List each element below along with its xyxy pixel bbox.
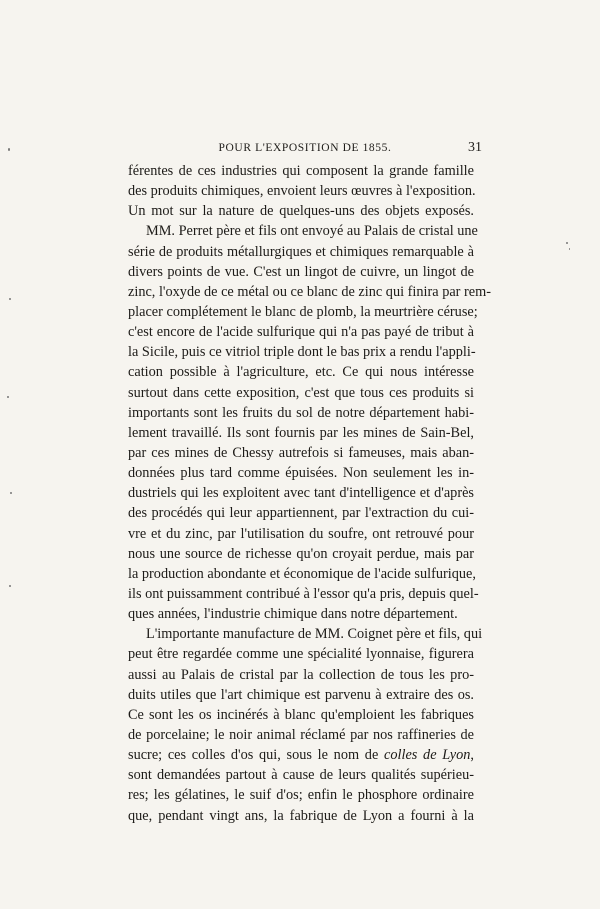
text-line-content: aussi au Palais de cristal par la collection de tous les pro- (128, 666, 474, 683)
text-line (128, 665, 474, 685)
scan-speck (569, 248, 570, 250)
text-line-content: vre et du zinc, par l'utilisation du soufre, ont retrouvé pour (128, 525, 474, 542)
text-line-content: la production abondante et économique de l'acide sulfurique, (128, 565, 476, 582)
text-line (128, 644, 474, 664)
text-line (128, 584, 479, 604)
text-line (128, 302, 478, 322)
text-line-content: MM. Perret père et fils ont envoyé au Palais de cristal une (146, 223, 478, 240)
text-line (128, 161, 474, 181)
text-line (128, 181, 474, 201)
text-line (128, 564, 474, 584)
page-number: 31 (468, 140, 482, 155)
scan-speck (566, 242, 568, 244)
text-line-content: série de produits métallurgiques et chimiques remarquable à (128, 243, 474, 260)
text-line-content: importants sont les fruits du sol de notre département habi- (128, 404, 474, 421)
text-line (128, 362, 474, 382)
text-line-content: la Sicile, puis ce vitriol triple dont le bas prix a rendu l'appli- (128, 344, 476, 361)
text-line-content: divers points de vue. C'est un lingot de cuivre, un lingot de (128, 263, 474, 280)
text-line (128, 785, 474, 805)
text-line (128, 806, 474, 826)
text-line (128, 322, 474, 342)
text-line-content: cation possible à l'agriculture, etc. Ce qui nous intéresse (128, 364, 474, 381)
text-line-content: c'est encore de l'acide sulfurique qui n'a pas payé de tribut à (128, 324, 474, 341)
scan-speck (7, 396, 9, 398)
text-line (128, 685, 474, 705)
text-line-content: par ces mines de Chessy autrefois si fameuses, mais aban- (128, 444, 474, 461)
text-line-content: res; les gélatines, le suif d'os; enfin le phosphore ordinaire (128, 787, 474, 804)
scan-speck (9, 298, 11, 300)
text-line-content: dustriels qui les exploitent avec tant d'intelligence et d'après (128, 485, 474, 502)
text-line-content: duits utiles que l'art chimique est parvenu à extraire des os. (128, 686, 474, 703)
text-line-content: Un mot sur la nature de quelques-uns des objets exposés. (128, 203, 474, 220)
text-line (128, 463, 474, 483)
text-line-content: ques années, l'industrie chimique dans notre département. (128, 606, 458, 623)
text-line (128, 765, 474, 785)
text-line-content: sucre; ces colles d'os qui, sous le nom de (128, 747, 384, 764)
scan-speck (10, 492, 12, 494)
body-text (128, 161, 492, 826)
text-line (128, 262, 474, 282)
text-line (128, 383, 474, 403)
text-line-content: données plus tard comme épuisées. Non seulement les in- (128, 465, 474, 482)
text-line (128, 725, 474, 745)
italic-term: colles de Lyon (384, 747, 471, 764)
text-line (128, 342, 474, 362)
text-line-content: férentes de ces industries qui composent la grande famille (128, 163, 474, 179)
text-line-content: surtout dans cette exposition, c'est que tous ces produits si (128, 384, 474, 401)
scan-speck (9, 585, 11, 587)
text-line (128, 624, 483, 644)
text-line-content: des produits chimiques, envoient leurs œuvres à l'exposition. (128, 183, 476, 200)
text-line (128, 423, 474, 443)
text-line (128, 443, 474, 463)
text-line-content: que, pendant vingt ans, la fabrique de Lyon a fourni à la (128, 807, 474, 824)
text-line (128, 221, 478, 241)
text-line-content: zinc, l'oxyde de ce métal ou ce blanc de zinc qui finira par rem- (128, 283, 492, 300)
text-line-content: placer complétement le blanc de plomb, la meurtrière céruse; (128, 303, 478, 320)
text-line (128, 242, 474, 262)
text-line (128, 544, 474, 564)
text-line-content: nous une source de richesse qu'on croyait perdue, mais par (128, 545, 474, 562)
text-line-content: lement travaillé. Ils sont fournis par les mines de Sain-Bel, (128, 424, 474, 441)
text-line-content: sont demandées partout à cause de leurs qualités supérieu- (128, 767, 474, 784)
text-line (128, 503, 474, 523)
text-line (128, 705, 474, 725)
text-line (128, 745, 474, 765)
text-line-content: des procédés qui leur appartiennent, par l'extraction du cui- (128, 505, 474, 522)
text-line (128, 524, 474, 544)
text-line (128, 604, 474, 624)
scan-speck (8, 148, 10, 151)
running-head (128, 140, 482, 160)
text-line-content: ils ont puissamment contribué à l'essor qu'a pris, depuis quel- (128, 585, 479, 602)
text-line-content: L'importante manufacture de MM. Coignet père et fils, qui (146, 626, 483, 643)
text-line (128, 282, 492, 302)
punctuation: , (470, 747, 474, 764)
text-line (128, 483, 474, 503)
text-line-content: Ce sont les os incinérés à blanc qu'emploient les fabriques (128, 706, 474, 723)
text-line (128, 201, 474, 221)
text-line-content: peut être regardée comme une spécialité lyonnaise, figurera (128, 646, 474, 663)
text-line (128, 403, 474, 423)
running-title: POUR L'EXPOSITION DE 1855. (218, 142, 392, 154)
text-line-content: de porcelaine; le noir animal réclamé par nos raffineries de (128, 726, 474, 743)
